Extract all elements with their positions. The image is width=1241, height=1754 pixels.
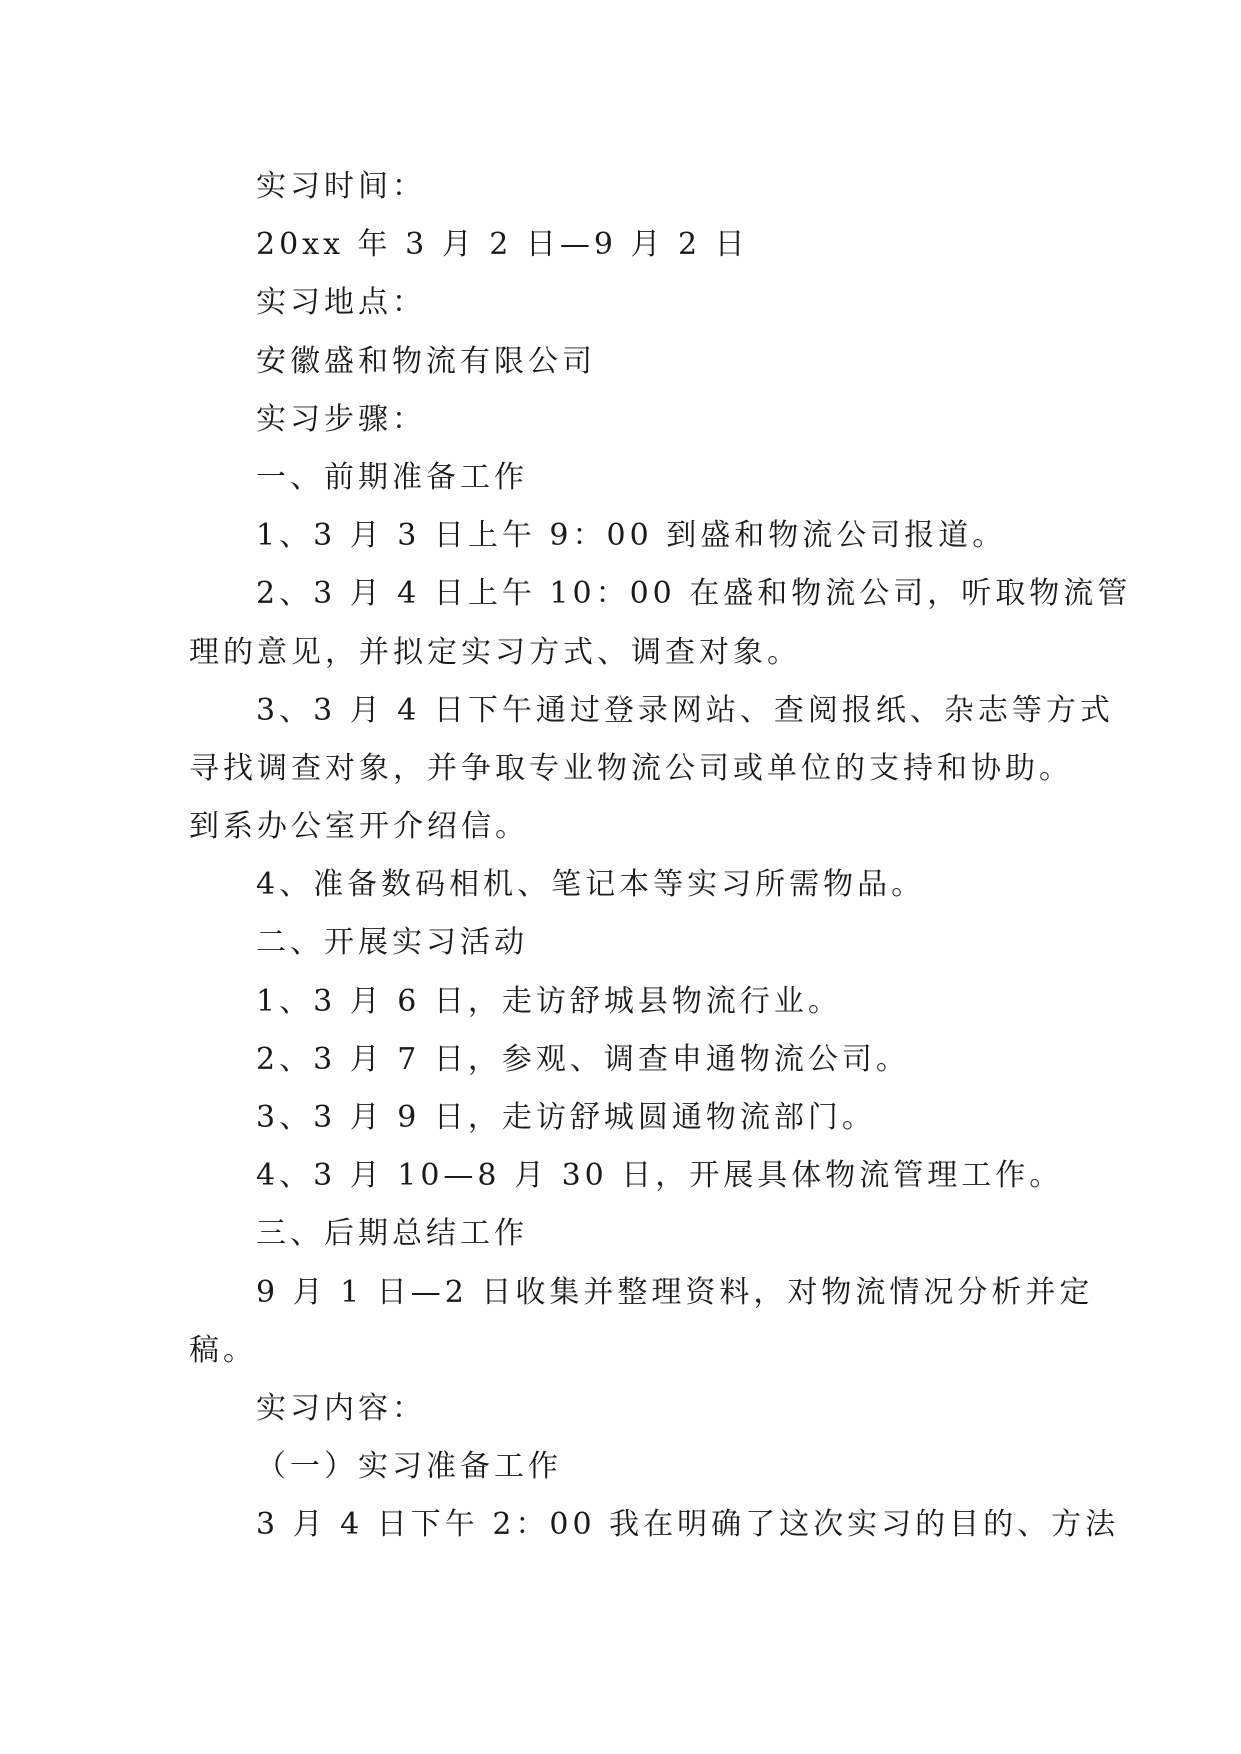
- section-heading: （一）实习准备工作: [256, 1449, 562, 1485]
- paragraph-line: 到系办公室开介绍信。: [189, 809, 529, 845]
- paragraph-line: 4、3 月 10—8 月 30 日，开展具体物流管理工作。: [256, 1158, 1064, 1194]
- paragraph-line: 3 月 4 日下午 2：00 我在明确了这次实习的目的、方法: [256, 1507, 1120, 1543]
- paragraph-line: 安徽盛和物流有限公司: [256, 343, 596, 379]
- paragraph-line: 2、3 月 7 日，参观、调查申通物流公司。: [256, 1041, 910, 1077]
- paragraph-line: 3、3 月 9 日，走访舒城圆通物流部门。: [256, 1100, 876, 1135]
- paragraph-line: 2、3 月 4 日上午 10：00 在盛和物流公司，听取物流管: [256, 576, 1132, 612]
- paragraph-line: 1、3 月 3 日上午 9：00 到盛和物流公司报道。: [256, 518, 1007, 554]
- paragraph-line: 稿。: [189, 1332, 257, 1368]
- section-heading: 一、前期准备工作: [256, 459, 528, 495]
- paragraph-line: 1、3 月 6 日，走访舒城县物流行业。: [256, 983, 842, 1019]
- paragraph-line: 3、3 月 4 日下午通过登录网站、查阅报纸、杂志等方式: [256, 692, 1114, 728]
- document-body: [189, 158, 1132, 1555]
- paragraph-line: 4、准备数码相机、笔记本等实习所需物品。: [256, 867, 926, 903]
- paragraph-line: 实习内容：: [256, 1390, 426, 1426]
- paragraph-line: 20xx 年 3 月 2 日—9 月 2 日: [256, 227, 749, 263]
- paragraph-line: 实习地点：: [256, 285, 426, 321]
- paragraph-line: 寻找调查对象，并争取专业物流公司或单位的支持和协助。: [189, 750, 1073, 786]
- section-heading: 三、后期总结工作: [256, 1216, 528, 1252]
- paragraph-line: 9 月 1 日—2 日收集并整理资料，对物流情况分析并定: [256, 1274, 1094, 1310]
- paragraph-line: 实习时间：: [256, 169, 426, 204]
- paragraph-line: 理的意见，并拟定实习方式、调查对象。: [189, 634, 801, 670]
- paragraph-line: 实习步骤：: [256, 401, 426, 437]
- section-heading: 二、开展实习活动: [256, 925, 528, 961]
